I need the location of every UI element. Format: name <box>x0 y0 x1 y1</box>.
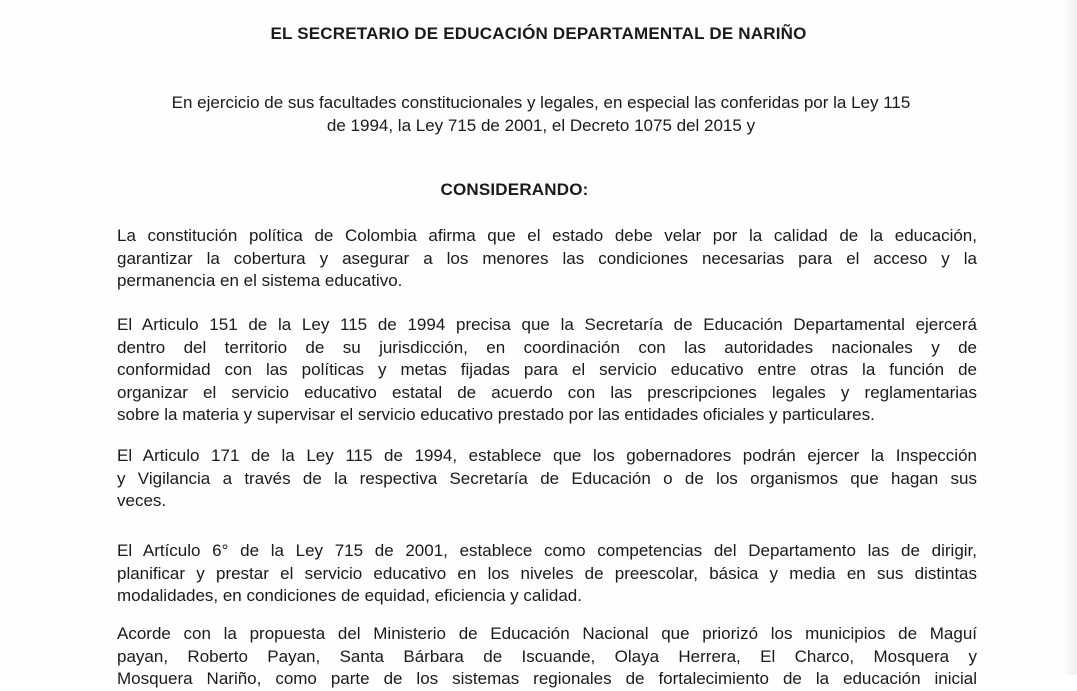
paragraph-line: La constitución política de Colombia afirma que el estado debe velar por la calidad de la educación, <box>117 226 977 245</box>
document-title: EL SECRETARIO DE EDUCACIÓN DEPARTAMENTAL DE NARIÑO <box>270 24 807 43</box>
paragraph-line: Mosquera Nariño, como parte de los sistemas regionales de fortalecimiento de la educación inicial <box>117 669 977 689</box>
intro-line: de 1994, la Ley 715 de 2001, el Decreto 1075 del 2015 y <box>326 116 756 135</box>
paragraph-line: conformidad con las políticas y metas fijadas para el servicio educativo entre otras la función de <box>117 360 977 380</box>
intro-line: En ejercicio de sus facultades constitucionales y legales, en especial las conferidas por la Ley 115 <box>171 93 911 112</box>
paragraph-line: payan, Roberto Payan, Santa Bárbara de Iscuande, Olaya Herrera, El Charco, Mosquera y <box>117 646 977 666</box>
paragraph-line: Acorde con la propuesta del Ministerio de Educación Nacional que priorizó los municipios de Maguí <box>117 624 977 643</box>
paragraph <box>117 445 977 513</box>
paragraph <box>117 623 977 691</box>
paragraph-line: El Articulo 171 de la Ley 115 de 1994, establece que los gobernadores podrán ejercer la Inspección <box>117 446 977 465</box>
paragraph-line: garantizar la cobertura y asegurar a los menores las condiciones necesarias para el acceso y la <box>117 248 977 268</box>
paragraph-line: El Articulo 151 de la Ley 115 de 1994 precisa que la Secretaría de Educación Departamental ejercerá <box>117 315 977 334</box>
paragraph-line: veces. <box>117 491 167 511</box>
paragraph-line: dentro del territorio de su jurisdicción, en coordinación con las autoridades nacionales y de <box>117 337 977 357</box>
scan-edge-shadow <box>1063 0 1077 675</box>
paragraph-line: sobre la materia y supervisar el servicio educativo prestado por las entidades oficiales y particulares. <box>117 405 875 425</box>
section-heading: CONSIDERANDO: <box>440 180 589 199</box>
paragraph-line: El Artículo 6° de la Ley 715 de 2001, establece como competencias del Departamento las de dirigir, <box>117 541 977 560</box>
paragraph-line: organizar el servicio educativo estatal de acuerdo con las prescripciones legales y reglamentarias <box>117 382 977 402</box>
paragraph-line: permanencia en el sistema educativo. <box>117 271 403 291</box>
paragraph <box>117 225 977 293</box>
paragraph-line: y Vigilancia a través de la respectiva Secretaría de Educación o de los organismos que hagan sus <box>117 468 977 488</box>
intro-text <box>110 91 972 137</box>
paragraph <box>117 540 977 608</box>
paragraph-line: modalidades, en condiciones de equidad, eficiencia y calidad. <box>117 586 582 606</box>
paragraph <box>117 314 977 427</box>
paragraph-line: planificar y prestar el servicio educativo en los niveles de preescolar, básica y media en sus distintas <box>117 563 977 583</box>
